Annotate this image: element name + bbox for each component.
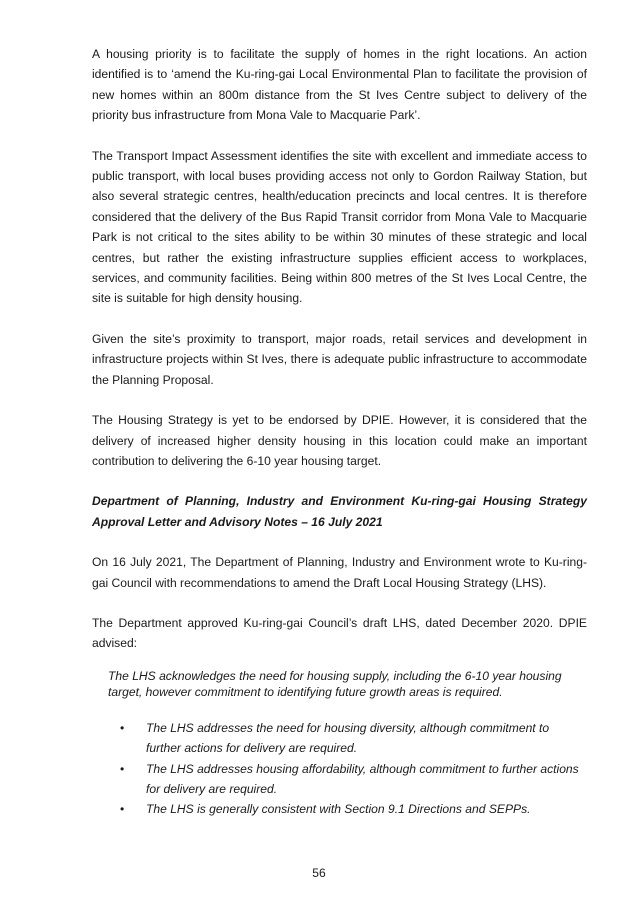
bullet-icon: •	[120, 802, 125, 817]
paragraph-approval: The Department approved Ku-ring-gai Council’s draft LHS, dated December 2020. DPIE advised:	[92, 615, 587, 651]
advisory-bullet-list	[92, 718, 587, 820]
list-item	[92, 799, 587, 819]
paragraph-housing-strategy: The Housing Strategy is yet to be endorsed by DPIE. However, it is considered that the delivery of increased higher density housing in this location could make an important contribution to delivering the 6-10 year housing target.	[92, 413, 587, 468]
list-item	[92, 718, 587, 759]
bullet-icon: •	[120, 720, 125, 735]
bullet-text: The LHS addresses housing affordability, although commitment to further actions for delivery are required.	[146, 761, 579, 796]
bullet-text: The LHS addresses the need for housing diversity, although commitment to further actions for delivery are required.	[146, 720, 550, 756]
quote-lhs: The LHS acknowledges the need for housing supply, including the 6-10 year housing target, however commitment to identifying future growth areas is required.	[108, 668, 562, 699]
paragraph-transport-assessment: The Transport Impact Assessment identifies the site with excellent and immediate access to public transport, with local buses providing access not only to Gordon Railway Station, but also several strategic centres, health/education precincts and local centres. It is therefore considered that the delivery of the Bus Rapid Transit corridor from Mona Vale to Macquarie Park is not critical to the sites ability to be within 30 minutes of these strategic and local centres, but rather the existing infrastructure supplies efficient access to workplaces, services, and community facilities. Being within 800 metres of the St Ives Local Centre, the site is suitable for high density housing.	[92, 148, 587, 306]
document-body	[92, 44, 587, 820]
list-item	[92, 759, 587, 800]
bullet-text: The LHS is generally consistent with Section 9.1 Directions and SEPPs.	[146, 802, 531, 817]
bullet-icon: •	[120, 761, 125, 776]
paragraph-housing-priority: A housing priority is to facilitate the supply of homes in the right locations. An action identified is to ‘amend the Ku-ring-gai Local Environmental Plan to facilitate the provision of new homes within an 800m distance from the St Ives Centre subject to delivery of the priority bus infrastructure from Mona Vale to Macquarie Park’.	[92, 47, 587, 123]
section-heading: Department of Planning, Industry and Environment Ku-ring-gai Housing Strategy Approval Letter and Advisory Notes – 16 July 2021	[92, 494, 587, 529]
paragraph-proximity: Given the site’s proximity to transport, major roads, retail services and development in infrastructure projects within St Ives, there is adequate public infrastructure to accommodate the Planning Proposal.	[92, 331, 587, 387]
page-number: 56	[312, 866, 326, 880]
paragraph-letter: On 16 July 2021, The Department of Planning, Industry and Environment wrote to Ku-ring-gai Council with recommendations to amend the Draft Local Housing Strategy (LHS).	[92, 555, 587, 590]
